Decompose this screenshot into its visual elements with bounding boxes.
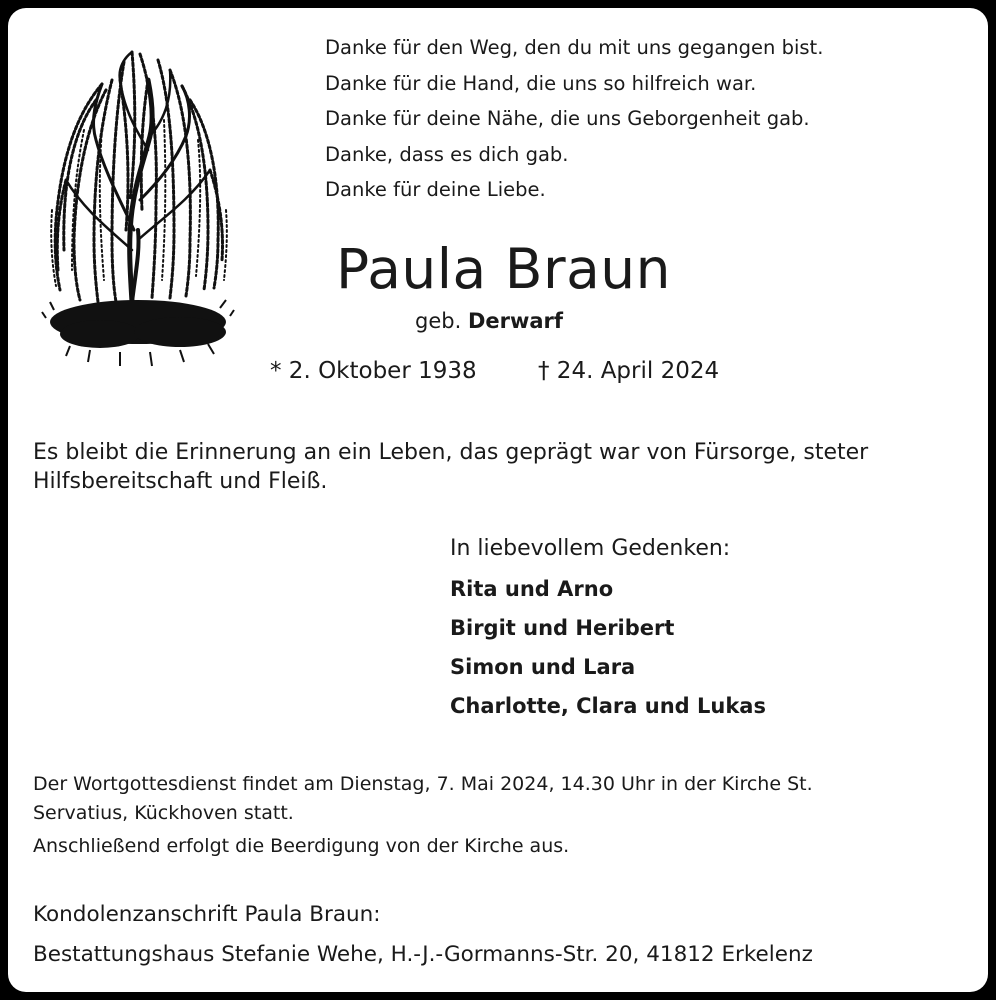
mourners-list xyxy=(450,570,766,726)
mourners-heading: In liebevollem Gedenken: xyxy=(450,536,731,561)
poem-line: Danke für die Hand, die uns so hilfreich war. xyxy=(325,71,757,95)
burial-text: Anschließend erfolgt die Beerdigung von der Kirche aus. xyxy=(33,835,570,857)
birth-date: * 2. Oktober 1938 xyxy=(270,358,477,384)
mourner-item: Simon und Lara xyxy=(450,655,636,679)
poem-line: Danke für den Weg, den du mit uns gegangen bist. xyxy=(325,36,824,59)
weeping-willow-icon xyxy=(40,40,236,376)
mourner-item: Charlotte, Clara und Lukas xyxy=(450,694,766,718)
obituary-card xyxy=(8,8,988,992)
mourner-item: Rita und Arno xyxy=(450,577,614,601)
poem xyxy=(325,30,823,208)
condolence-heading: Kondolenzanschrift Paula Braun: xyxy=(33,902,381,927)
poem-line: Danke für deine Nähe, die uns Geborgenheit gab. xyxy=(325,107,810,130)
poem-line: Danke, dass es dich gab. xyxy=(325,142,569,166)
service-text: Der Wortgottesdienst findet am Dienstag, 7. Mai 2024, 14.30 Uhr in der Kirche St. Servatius, Kückhoven statt. xyxy=(33,773,813,824)
maiden-prefix: geb. xyxy=(415,309,462,333)
memory-text: Es bleibt die Erinnerung an ein Leben, das geprägt war von Fürsorge, steter Hilfsbereitschaft und Fleiß. xyxy=(33,440,869,494)
maiden-name: Derwarf xyxy=(467,309,564,333)
maiden-name-line xyxy=(415,309,563,333)
poem-line: Danke für deine Liebe. xyxy=(325,178,546,201)
mourner-item: Birgit und Heribert xyxy=(450,616,675,640)
death-date: † 24. April 2024 xyxy=(538,358,720,384)
condolence-address: Bestattungshaus Stefanie Wehe, H.-J.-Gormanns-Str. 20, 41812 Erkelenz xyxy=(33,942,813,967)
deceased-name: Paula Braun xyxy=(336,237,671,301)
